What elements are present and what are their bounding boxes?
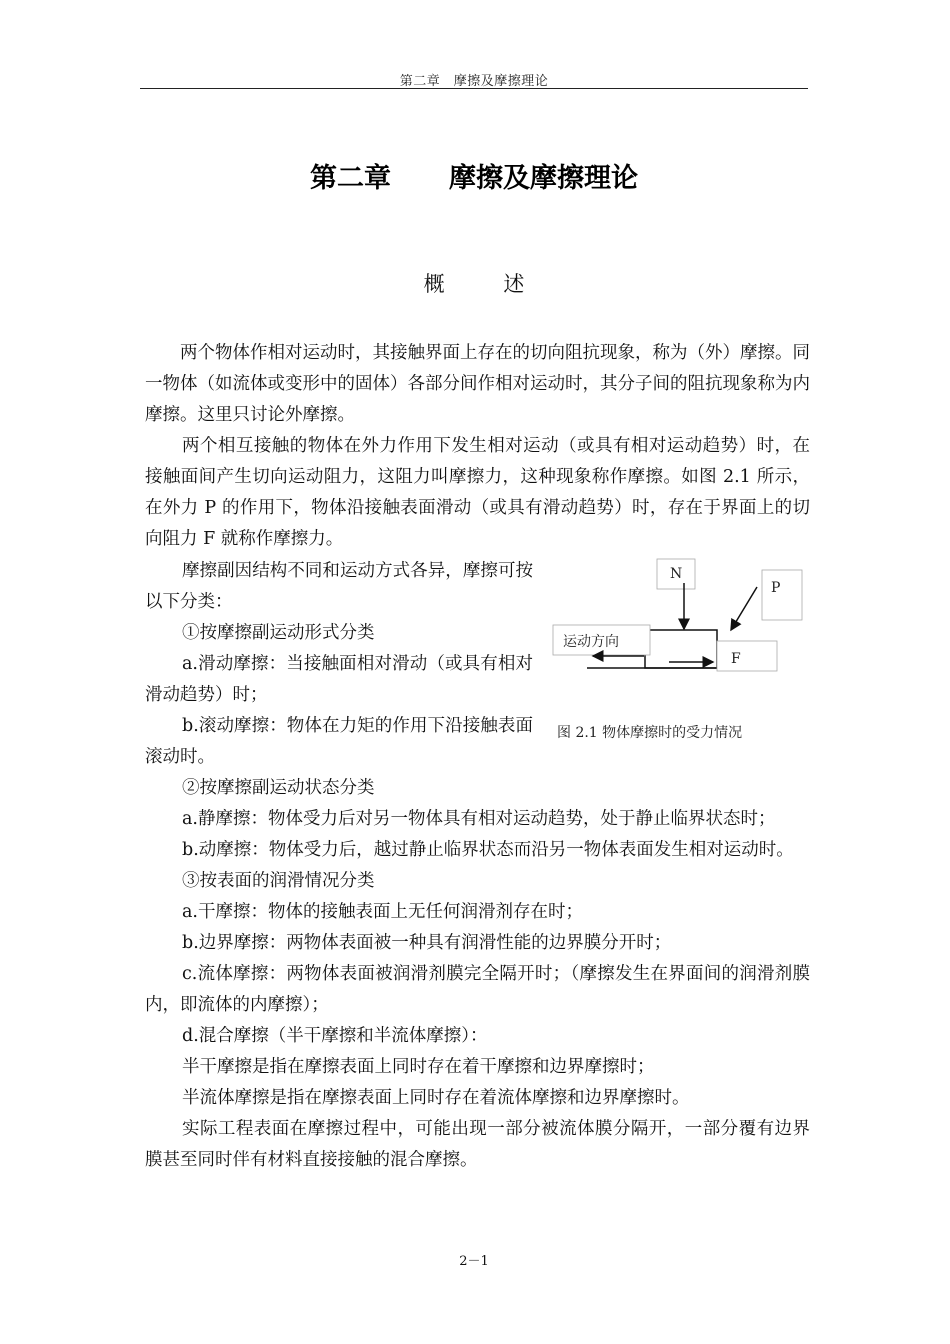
paragraph: 两个物体作相对运动时，其接触界面上存在的切向阻抗现象，称为（外）摩擦。同一物体（如流体或变形中的固体）各部分间作相对运动时，其分子间的阻抗现象称为内摩擦。这里只讨论外摩擦。 [145,343,810,425]
paragraph: 两个相互接触的物体在外力作用下发生相对运动（或具有相对运动趋势）时，在接触面间产生切向运动阻力，这阻力叫摩擦力，这种现象称作摩擦。如图 2.1 所示，在外力 P 的作用下，物体沿接触表面滑动（或具有滑动趋势）时，存在于界面上的切向阻力 F 就称作摩擦力。 [145,436,810,549]
classification-column [145,556,533,773]
label-n: N [670,566,683,582]
list-item: b.动摩擦：物体受力后，越过静止临界状态而沿另一物体表面发生相对运动时。 [182,840,794,860]
label-f: F [731,651,741,667]
header-rule [140,88,808,89]
list-item: ①按摩擦副运动形式分类 [182,623,375,643]
label-p: P [771,580,781,596]
chapter-title [140,156,808,195]
list-item: ②按摩擦副运动状态分类 [182,778,375,798]
label-motion-direction: 运动方向 [563,634,619,650]
friction-figure [545,553,810,753]
list-item: a.滑动摩擦：当接触面相对滑动（或具有相对滑动趋势）时； [145,654,533,705]
list-item: a.干摩擦：物体的接触表面上无任何润滑剂存在时； [182,902,583,922]
classification-text [145,773,810,1176]
intro-text [145,338,810,555]
label-box-p [762,570,802,620]
list-item: b.边界摩擦：两物体表面被一种具有润滑性能的边界膜分开时； [182,933,672,953]
list-item: a.静摩擦：物体受力后对另一物体具有相对运动趋势，处于静止临界状态时； [182,809,776,829]
paragraph: 半干摩擦是指在摩擦表面上同时存在着干摩擦和边界摩擦时； [182,1057,655,1077]
figure-caption: 图 2.1 物体摩擦时的受力情况 [557,725,743,741]
label-box-f [717,641,777,671]
list-item: d.混合摩擦（半干摩擦和半流体摩擦）： [182,1026,488,1046]
paragraph: 摩擦副因结构不同和运动方式各异，摩擦可按以下分类： [145,561,533,612]
chapter-name: 摩擦及摩擦理论 [449,163,638,194]
chapter-number: 第二章 [310,163,391,194]
arrow-p [731,587,757,630]
page-number: 2－1 [459,1254,489,1269]
list-item: c.流体摩擦：两物体表面被润滑剂膜完全隔开时；（摩擦发生在界面间的润滑剂膜内，即流体的内摩擦）； [145,964,810,1015]
list-item: ③按表面的润滑情况分类 [182,871,375,891]
list-item: b.滚动摩擦：物体在力矩的作用下沿接触表面滚动时。 [145,716,533,767]
section-title: 概 述 [423,272,551,296]
running-header: 第二章 摩擦及摩擦理论 [399,74,549,89]
paragraph: 半流体摩擦是指在摩擦表面上同时存在着流体摩擦和边界摩擦时。 [182,1088,690,1108]
paragraph: 实际工程表面在摩擦过程中，可能出现一部分被流体膜分隔开，一部分覆有边界膜甚至同时伴有材料直接接触的混合摩擦。 [145,1119,810,1170]
